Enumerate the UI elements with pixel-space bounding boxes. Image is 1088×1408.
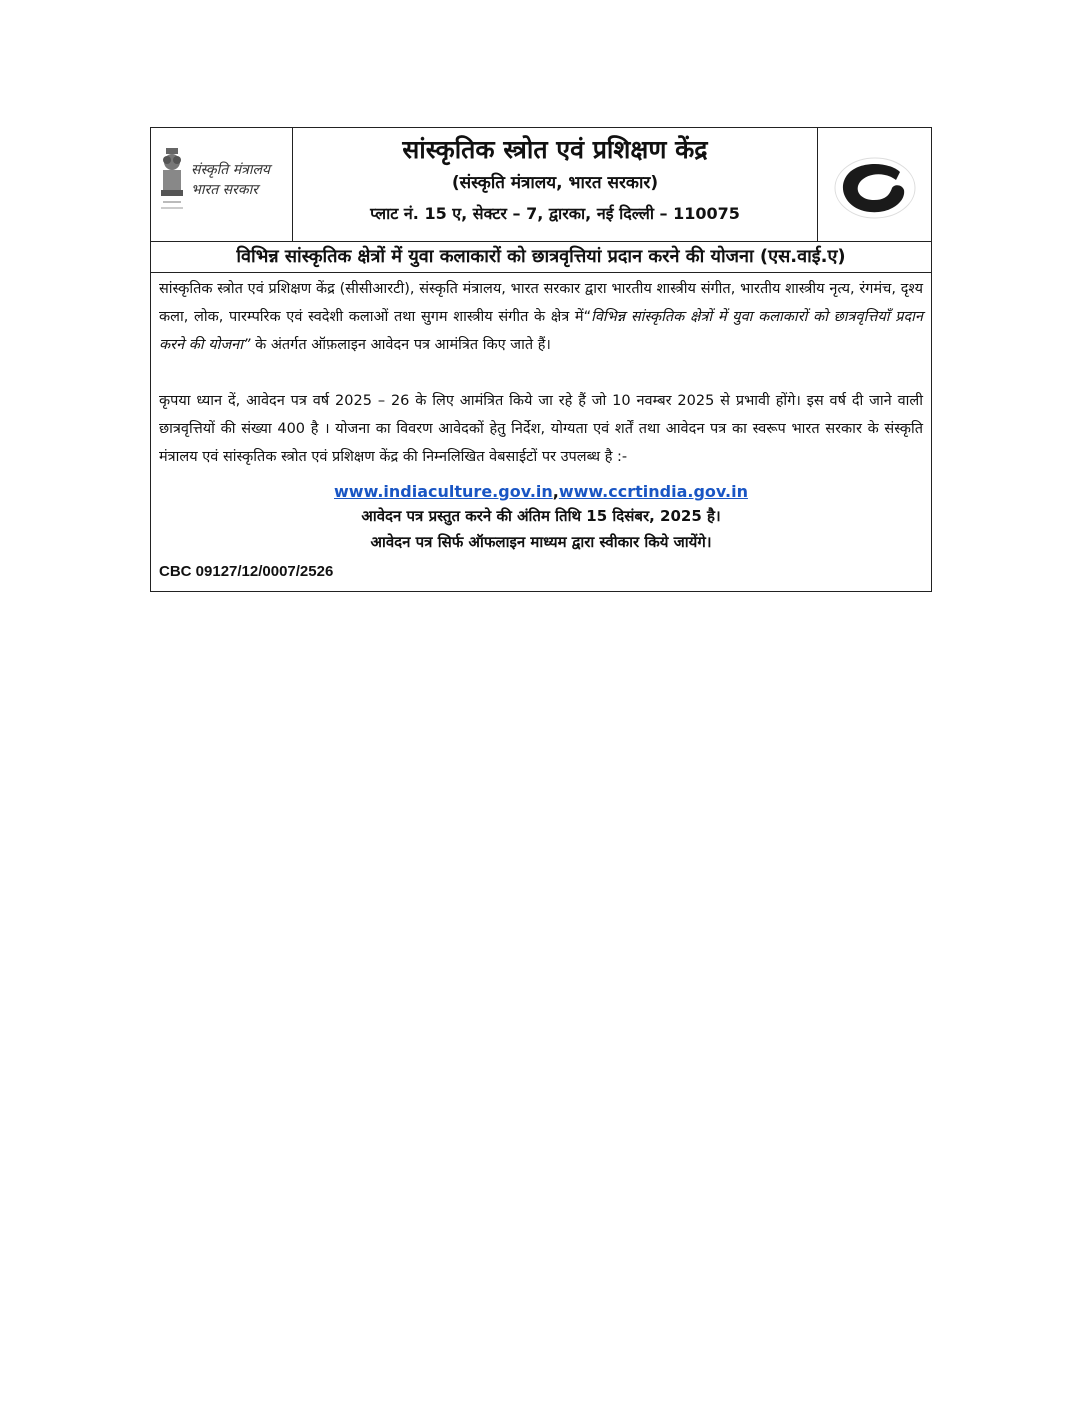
org-title: सांस्कृतिक स्त्रोत एवं प्रशिक्षण केंद्र bbox=[402, 135, 708, 164]
ministry-logo bbox=[151, 128, 293, 241]
cbc-code: CBC 09127/12/0007/2526 bbox=[159, 563, 334, 580]
ministry-logo-line1: संस्कृति मंत्रालय bbox=[191, 162, 271, 178]
org-subtitle: (संस्कृति मंत्रालय, भारत सरकार) bbox=[451, 173, 659, 193]
website-links bbox=[159, 481, 923, 503]
ccrt-logo-cell bbox=[817, 128, 931, 241]
indiaculture-link[interactable]: www.indiaculture.gov.in bbox=[334, 482, 553, 501]
ministry-logo-line2: भारत सरकार bbox=[191, 182, 258, 198]
intro-text-end: के अंतर्गत ऑफ़लाइन आवेदन पत्र आमंत्रित किए जाते हैं। bbox=[250, 337, 551, 353]
scheme-title: विभिन्न सांस्कृतिक क्षेत्रों में युवा कलाकारों को छात्रवृत्तियां प्रदान करने की योजना (एस.वाई.ए) bbox=[151, 242, 931, 273]
notice-body bbox=[151, 273, 931, 591]
ccrtindia-link[interactable]: www.ccrtindia.gov.in bbox=[558, 482, 748, 501]
paragraph-spacer bbox=[159, 359, 923, 387]
scheme-name-italic: विभिन्न सांस्कृतिक क्षेत्रों में युवा कलाकारों को छात्रवृत्तियाँ प्रदान करने की योजना” bbox=[159, 309, 923, 353]
intro-paragraph bbox=[159, 275, 923, 359]
link-separator: , bbox=[552, 482, 559, 501]
national-emblem-icon bbox=[157, 146, 187, 218]
deadline-text: आवेदन पत्र प्रस्तुत करने की अंतिम तिथि 15 दिसंबर, 2025 है। bbox=[361, 507, 721, 525]
offline-note: आवेदन पत्र सिर्फ ऑफलाइन माध्यम द्वारा स्वीकार किये जायेंगे। bbox=[370, 533, 712, 551]
intro-text: सांस्कृतिक स्त्रोत एवं प्रशिक्षण केंद्र (सीसीआरटी), संस्कृति मंत्रालय, भारत सरकार द्वारा भारतीय शास्त्रीय संगीत, भारतीय शास्त्रीय नृत्य, रंगमंच, दृश्य कला, लोक, पारम्परिक एवं स्वदेशी कलाओं तथा सुगम शास्त्रीय संगीत के क्षेत्र में“ bbox=[159, 281, 923, 325]
notice-header bbox=[151, 128, 931, 242]
org-info bbox=[293, 128, 817, 241]
org-address: प्लाट नं. 15 ए, सेक्टर – 7, द्वारका, नई दिल्ली – 110075 bbox=[370, 204, 740, 223]
ccrt-logo-icon bbox=[830, 150, 920, 222]
details-paragraph: कृपया ध्यान दें, आवेदन पत्र वर्ष 2025 – 26 के लिए आमंत्रित किये जा रहे हैं जो 10 नवम्बर 2025 से प्रभावी होंगे। इस वर्ष दी जाने वाली छात्रवृत्तियों की संख्या 400 है । योजना का विवरण आवेदकों हेतु निर्देश, योग्यता एवं शर्तें तथा आवेदन पत्र का स्वरूप भारत सरकार के संस्कृति मंत्रालय एवं सांस्कृतिक स्त्रोत एवं प्रशिक्षण केंद्र की निम्नलिखित वेबसाईटों पर उपलब्ध है :- bbox=[159, 393, 923, 465]
ministry-logo-text bbox=[191, 160, 270, 200]
notice-box bbox=[150, 127, 932, 592]
